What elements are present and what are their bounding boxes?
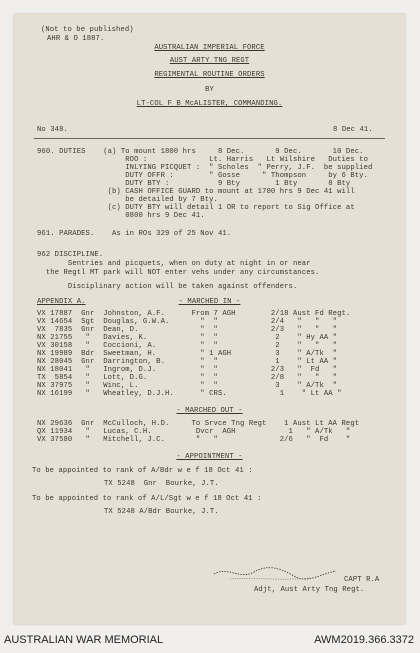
appointment-line-1: To be appointed to rank of A/Bdr w e f 18 Oct 41 : [32, 467, 253, 475]
discipline-line-3: Disciplinary action will be taken against offenders. [37, 283, 298, 291]
not-published-note: (Not to be published) [41, 26, 134, 34]
appendix-heading: APPENDIX A. [37, 298, 86, 306]
marched-in-row: VX 7835 Gnr Dean, D. " " 2/3 " " " [37, 326, 338, 334]
header-divider [34, 138, 385, 139]
commanding-officer: LT-COL F B McALISTER, COMMANDING. [136, 100, 283, 108]
marched-in-row: NX 37975 " Winc, L. " " 3 " A/Tk " [37, 382, 338, 390]
marched-in-row: NX 28045 Gnr Darrington, B. " " 1 " Lt AA " [37, 358, 338, 366]
duties-line-5: DUTY BTY : 9 Bty 1 Bty 8 Bty [37, 180, 351, 188]
marched-out-row: VX 37580 " Mitchell, J.C. " " 2/6 " Fd " [37, 436, 351, 444]
discipline-heading: 962 DISCIPLINE. [37, 251, 104, 259]
discipline-line-1: Sentries and picquets, when on duty at night in or near [37, 260, 311, 268]
duties-line-6: (b) CASH OFFICE GUARD to mount at 1700 hrs 9 Dec 41 will [37, 188, 355, 196]
duties-line-2: ROO : Lt. Harris Lt Wilshire Duties to [37, 156, 368, 164]
appointment-line-4: TX 5248 A/Bdr Bourke, J.T. [104, 508, 219, 516]
duties-line-7: be detailed by 7 Bty. [37, 196, 218, 204]
marched-in-row: NX 19989 Bdr Sweetman, H. " 1 AGH 3 " A/Tk " [37, 350, 338, 358]
appointment-line-2: TX 5248 Gnr Bourke, J.T. [104, 480, 219, 488]
marched-in-row: NX 21755 " Davies, K. " " 2 " Hy AA " [37, 334, 338, 342]
duties-line-4: DUTY OFFR : " Gosse " Thompson by 6 Bty. [37, 172, 368, 180]
orders-title: REGIMENTAL ROUTINE ORDERS [154, 71, 265, 79]
marched-in-row: VX 14654 Sgt Douglas, G.W.A. " " 2/4 " " " [37, 318, 338, 326]
footer-source: AUSTRALIAN WAR MEMORIAL [4, 634, 164, 646]
marched-out-heading: - MARCHED OUT - [176, 407, 243, 415]
reference-number: AHR & O 1887. [47, 35, 105, 43]
marched-in-row: NX 18041 " Ingrom, D.J. " " 2/3 " Fd " [37, 366, 338, 374]
document-page [14, 14, 405, 624]
adjutant-title: Adjt, Aust Arty Tng Regt. [254, 586, 365, 594]
order-date: 8 Dec 41. [333, 126, 373, 134]
duties-line-1: 960. DUTIES (a) To mount 1800 hrs 8 Dec. 9 Dec. 10 Dec. [37, 148, 364, 156]
appointment-heading: - APPOINTMENT - [176, 453, 243, 461]
duties-line-9: 0800 hrs 9 Dec 41. [37, 212, 205, 220]
marched-in-row: VX 17887 Gnr Johnston, A.F. From 7 AGH 2/18 Aust Fd Regt. [37, 310, 351, 318]
signature-rank: CAPT R.A [344, 576, 380, 584]
footer-accession-number: AWM2019.366.3372 [314, 634, 414, 646]
force-title: AUSTRALIAN IMPERIAL FORCE [154, 44, 265, 52]
signature-mark [210, 562, 340, 584]
by-line: BY [205, 86, 214, 94]
parades-line: 961. PARADES. As in ROs 329 of 25 Nov 41. [37, 230, 232, 238]
duties-line-3: INLYING PICQUET : " Scholes " Perry, J.F. be supplied [37, 164, 373, 172]
unit-title: AUST ARTY TNG REGT [169, 57, 250, 65]
marched-out-row: QX 11934 " Lucas, C.H. Dvcr AGH 1 " A/Tk " [37, 428, 351, 436]
appointment-line-3: To be appointed to rank of A/L/Sgt w e f 18 Oct 41 : [32, 495, 262, 503]
marched-out-row: NX 29636 Gnr McCulloch, H.D. To Srvce Tng Regt 1 Aust Lt AA Regt [37, 420, 360, 428]
discipline-line-2: the Regtl MT park will NOT enter vehs under any circumstances. [37, 269, 320, 277]
duties-line-8: (c) DUTY BTY will detail 1 OR to report to Sig Office at [37, 204, 355, 212]
marched-in-row: NX 16199 " Wheatley, D.J.H. " CRS. 1 " Lt AA " [37, 390, 342, 398]
marched-in-row: TX 5854 " Lott, D.G. " " 2/8 " " " [37, 374, 338, 382]
order-number: No 348. [37, 126, 68, 134]
marched-in-row: VX 30158 " Coccioni, A. " " 2 " " " [37, 342, 338, 350]
marched-in-heading: - MARCHED IN - [178, 298, 241, 306]
